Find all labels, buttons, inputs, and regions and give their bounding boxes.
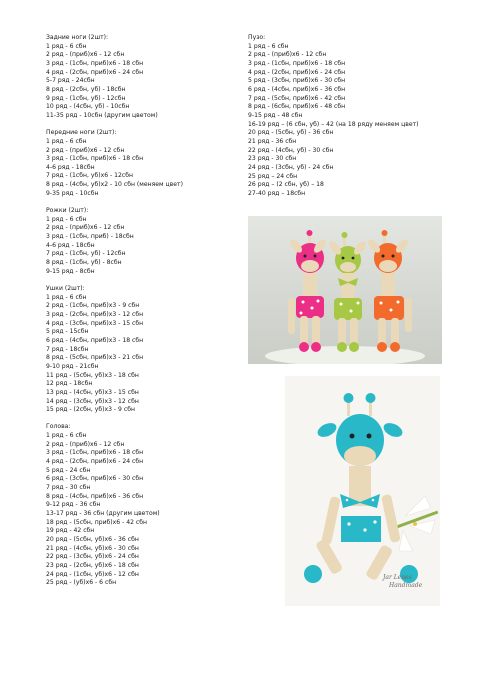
pattern-section xyxy=(46,207,226,276)
three-giraffes-image xyxy=(248,216,442,364)
pattern-row: 12 ряд - 18сбн xyxy=(46,380,93,388)
section-title: Голова: xyxy=(46,423,71,431)
pattern-row: 6 ряд - (4сбн, приб)х3 - 18 сбн xyxy=(46,336,144,344)
photo-turquoise-giraffe xyxy=(285,376,440,606)
pattern-row: 9-35 ряд - 10сбн xyxy=(46,189,99,197)
pattern-row: 20 ряд - (5сбн, уб) - 36 сбн xyxy=(248,129,334,137)
pattern-section xyxy=(46,285,226,415)
pattern-row: 15 ряд - (2сбн, уб)х3 - 9 сбн xyxy=(46,406,135,414)
pattern-row: 9-15 ряд - 48 сбн xyxy=(248,111,303,119)
pattern-row: 24 ряд - (3сбн, уб) - 24 сбн xyxy=(248,163,334,171)
pattern-row: 20 ряд - (5сбн, уб)х6 - 36 сбн xyxy=(46,536,139,543)
turquoise-giraffe-image xyxy=(285,376,440,606)
pattern-row: 8 ряд - (5сбн, приб)х3 - 21 сбн xyxy=(46,354,144,362)
pattern-row: 4-6 ряд - 18сбн xyxy=(46,163,95,171)
pattern-row: 3 ряд - (1сбн, приб)х6 - 18 сбн xyxy=(46,449,144,457)
pattern-row: 27-40 ряд – 18сбн xyxy=(248,189,306,197)
pattern-row: 9-15 ряд - 8сбн xyxy=(46,267,95,275)
pattern-row: 22 ряд - (4сбн, уб) - 30 сбн xyxy=(248,146,334,154)
pattern-row: 2 ряд - (1сбн, приб)х3 - 9 сбн xyxy=(46,302,140,310)
pattern-row: 3 ряд - (1сбн, приб)х6 - 18 сбн xyxy=(248,59,346,67)
pattern-row: 4 ряд - (2сбн, приб)х6 - 24 сбн xyxy=(46,68,144,76)
pattern-row: 13-17 ряд - 36 сбн (другим цветом) xyxy=(46,510,160,518)
photo-three-giraffes xyxy=(248,216,442,364)
pattern-row: 25 ряд – 24 сбн xyxy=(248,172,298,180)
pattern-row: 5-7 ряд - 24сбн xyxy=(46,77,95,85)
pattern-row: 8 ряд - (1сбн, уб) - 8сбн xyxy=(46,259,122,267)
watermark-line2: Handmade xyxy=(389,582,423,589)
pattern-row: 7 ряд - 30 сбн xyxy=(46,484,91,492)
pattern-row: 11 ряд - (5сбн, уб)х3 - 18 сбн xyxy=(46,371,139,379)
pattern-row: 8 ряд - (6сбн, приб)х6 - 48 сбн xyxy=(248,103,346,111)
pattern-section xyxy=(46,34,226,121)
pattern-section xyxy=(46,423,226,587)
pattern-row: 3 ряд - (1сбн, приб) - 18сбн xyxy=(46,233,134,241)
pattern-row: 2 ряд - (приб)х6 - 12 сбн xyxy=(46,51,125,59)
pattern-row: 4 ряд - (2сбн, приб)х6 - 24 сбн xyxy=(46,458,144,466)
left-text-column xyxy=(46,34,226,597)
pattern-row: 7 ряд - (1сбн, уб)х6 - 12сбн xyxy=(46,172,133,180)
pattern-row: 26 ряд – (2 сбн, уб) – 18 xyxy=(248,181,324,189)
section-title: Ушки (2шт): xyxy=(46,284,85,292)
pattern-row: 9 ряд - (1сбн, уб) - 12сбн xyxy=(46,94,126,102)
pattern-row: 1 ряд - 6 сбн xyxy=(46,137,87,145)
pattern-row: 6 ряд - (4сбн, приб)х6 - 36 сбн xyxy=(248,85,346,93)
pattern-row: 9-12 ряд - 36 сбн xyxy=(46,501,101,509)
pattern-row: 2 ряд - (приб)х6 - 12 сбн xyxy=(248,51,327,59)
pattern-row: 6 ряд - (3сбн, приб)х6 - 30 сбн xyxy=(46,475,144,483)
pattern-row: 4-6 ряд - 18сбн xyxy=(46,241,95,249)
pattern-row: 19 ряд - 42 сбн xyxy=(46,527,95,535)
pattern-row: 5 ряд - 15сбн xyxy=(46,328,89,336)
pattern-row: 1 ряд - 6 сбн xyxy=(46,432,87,440)
pattern-row: 9-10 ряд - 21сбн xyxy=(46,362,99,370)
pattern-row: 21 ряд - (4сбн, уб)х6 - 30 сбн xyxy=(46,544,139,552)
right-text-column xyxy=(248,34,448,207)
pattern-row: 7 ряд - (5сбн, приб)х6 - 42 сбн xyxy=(248,94,346,102)
pattern-row: 7 ряд - (1сбн, уб) - 12сбн xyxy=(46,250,126,258)
pattern-row: 23 ряд - (2сбн, уб)х6 - 18 сбн xyxy=(46,561,139,569)
pattern-row: 23 ряд - 30 сбн xyxy=(248,155,297,163)
pattern-row: 8 ряд - (2сбн, уб) - 18сбн xyxy=(46,85,126,93)
pattern-row: 5 ряд - (3сбн, приб)х6 - 30 сбн xyxy=(248,77,346,85)
pattern-row: 4 ряд - (2сбн, приб)х6 - 24 сбн xyxy=(248,68,346,76)
pattern-row: 1 ряд - 6 сбн xyxy=(248,42,289,50)
pattern-row: 3 ряд - (1сбн, приб)х6 - 18 сбн xyxy=(46,59,144,67)
pattern-row: 16-19 ряд – (6 сбн, уб) – 42 (на 18 ряду меняем цвет) xyxy=(248,120,419,128)
section-title: Передние ноги (2шт): xyxy=(46,129,117,137)
section-title: Пузо: xyxy=(248,34,266,41)
pattern-row: 22 ряд - (3сбн, уб)х6 - 24 сбн xyxy=(46,553,139,561)
pattern-row: 8 ряд - (4сбн, уб)х2 - 10 сбн (меняем цвет) xyxy=(46,181,183,189)
pattern-row: 2 ряд - (приб)х6 - 12 сбн xyxy=(46,440,125,448)
section-title: Рожки (2шт): xyxy=(46,207,89,215)
pattern-row: 7 ряд - 18сбн xyxy=(46,345,89,353)
pattern-row: 3 ряд - (2сбн, приб)х3 - 12 сбн xyxy=(46,310,144,318)
pattern-section xyxy=(248,34,448,198)
watermark-line1: Jar Lenes xyxy=(383,574,412,581)
pattern-row: 14 ряд - (3сбн, уб)х3 - 12 сбн xyxy=(46,397,139,405)
pattern-row: 1 ряд - 6 сбн xyxy=(46,293,87,301)
pattern-row: 18 ряд - (5сбн, приб)х6 - 42 сбн xyxy=(46,518,148,526)
pattern-row: 2 ряд - (приб)х6 - 12 сбн xyxy=(46,224,125,232)
pattern-row: 5 ряд - 24 сбн xyxy=(46,466,91,474)
pattern-row: 2 ряд - (приб)х6 - 12 сбн xyxy=(46,146,125,154)
pattern-section xyxy=(46,129,226,198)
pattern-row: 13 ряд - (4сбн, уб)х3 - 15 сбн xyxy=(46,388,139,396)
pattern-row: 11-35 ряд - 10сбн (другим цветом) xyxy=(46,111,158,119)
pattern-row: 1 ряд - 6 сбн xyxy=(46,42,87,50)
pattern-row: 21 ряд - 36 сбн xyxy=(248,137,297,145)
section-title: Задние ноги (2шт): xyxy=(46,34,109,41)
pattern-row: 4 ряд - (3сбн, приб)х3 - 15 сбн xyxy=(46,319,144,327)
pattern-row: 3 ряд - (1сбн, приб)х6 - 18 сбн xyxy=(46,155,144,163)
pattern-row: 1 ряд - 6 сбн xyxy=(46,215,87,223)
pattern-row: 24 ряд - (1сбн, уб)х6 - 12 сбн xyxy=(46,570,139,578)
pattern-row: 8 ряд - (4сбн, приб)х6 - 36 сбн xyxy=(46,492,144,500)
pattern-row: 25 ряд - (уб)х6 - 6 сбн xyxy=(46,579,117,587)
pattern-row: 10 ряд - (4сбн, уб) - 10сбн xyxy=(46,103,130,111)
